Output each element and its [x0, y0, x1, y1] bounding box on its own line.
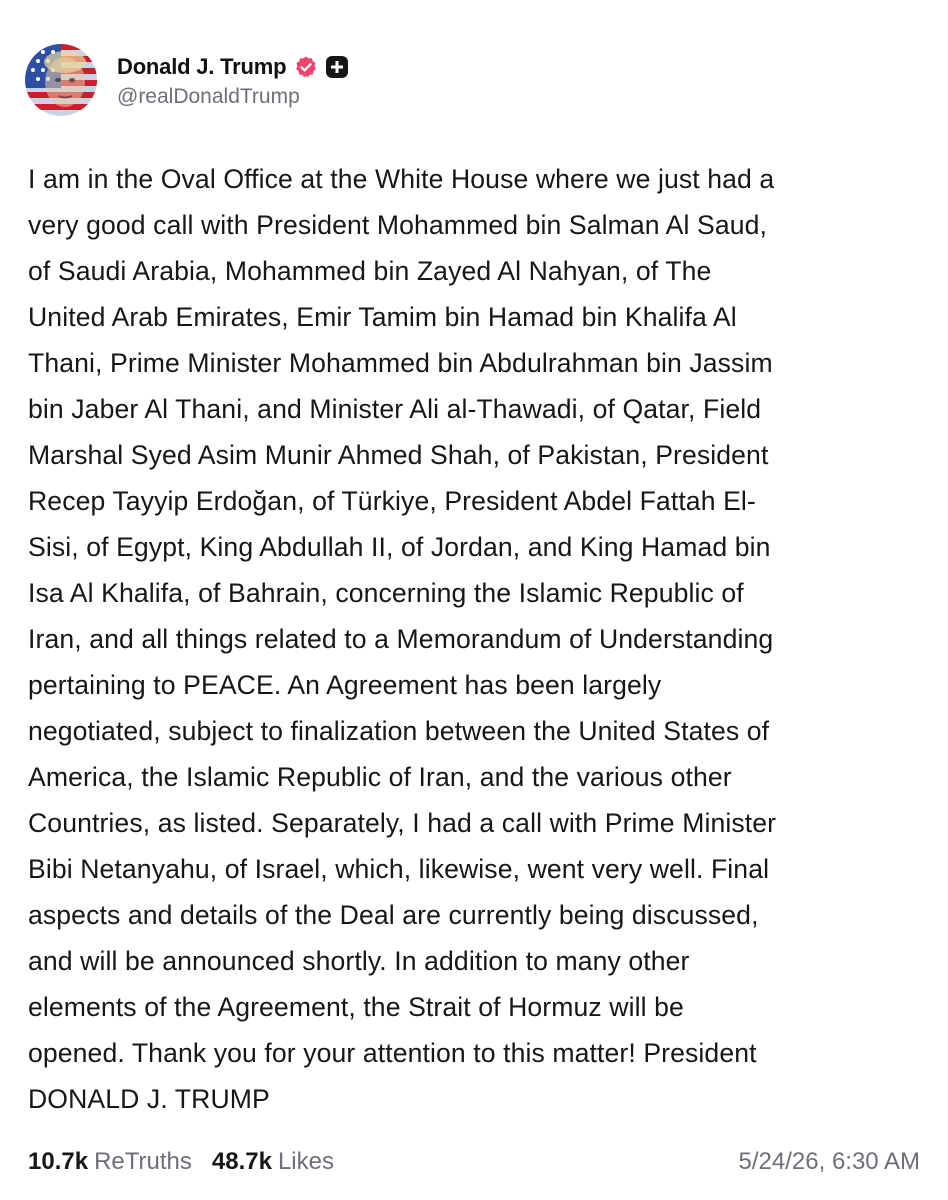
author-handle[interactable]: @realDonaldTrump	[117, 85, 300, 108]
likes-label: Likes	[277, 1148, 334, 1175]
author-names	[117, 51, 348, 109]
retruths-label: ReTruths	[94, 1148, 192, 1175]
post-body-text: I am in the Oval Office at the White House where we just had a very good call with President Mohammed bin Salman Al Saud, of Saudi Arabia, Mohammed bin Zayed Al Nahyan, of The United Arab Emirates, Emir Tamim bin Hamad bin Khalifa Al Thani, Prime Minister Mohammed bin Abdulrahman bin Jassim bin Jaber Al Thani, and Minister Ali al-Thawadi, of Qatar, Field Marshal Syed Asim Munir Ahmed Shah, of Pakistan, President Recep Tayyip Erdoğan, of Türkiye, President Abdel Fattah El- Sisi, of Egypt, King Abdullah II, of Jordan, and King Hamad bin Isa Al Khalifa, of Bahrain, concerning the Islamic Republic of Iran, and all things related to a Memorandum of Understanding pertaining to PEACE. An Agreement has been largely negotiated, subject to finalization between the United States of America, the Islamic Republic of Iran, and the various other Countries, as listed. Separately, I had a call with Prime Minister Bibi Netanyahu, of Israel, which, likewise, went very well. Final aspects and details of the Deal are currently being discussed, and will be announced shortly. In addition to many other elements of the Agreement, the Strait of Hormuz will be opened. Thank you for your attention to this matter! President DONALD J. TRUMP	[28, 164, 777, 1114]
post-footer	[28, 1140, 920, 1184]
retruths-count: 10.7k	[28, 1148, 89, 1175]
avatar-image	[25, 44, 97, 116]
post-timestamp[interactable]: 5/24/26, 6:30 AM	[738, 1148, 920, 1175]
plus-icon	[326, 56, 348, 78]
likes-stat[interactable]	[212, 1148, 334, 1176]
name-row	[117, 51, 348, 83]
author-display-name[interactable]: Donald J. Trump	[117, 54, 287, 79]
verified-badge-icon	[294, 55, 318, 79]
likes-count: 48.7k	[211, 1148, 272, 1175]
avatar[interactable]	[25, 44, 97, 116]
retruths-stat[interactable]	[28, 1148, 192, 1176]
post-header	[25, 44, 348, 116]
